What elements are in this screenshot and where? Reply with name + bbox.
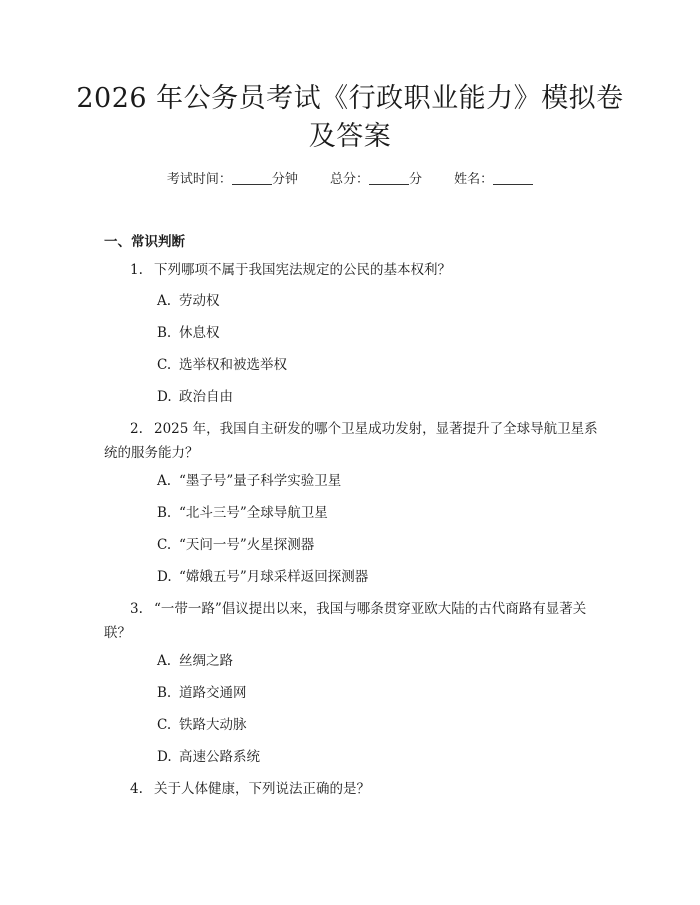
total-score-unit: 分: [409, 172, 423, 187]
total-score-label: 总分：: [329, 172, 369, 187]
option-2c: [157, 535, 314, 555]
option-text: “嫦娥五号”月球采样返回探测器: [179, 569, 369, 585]
option-letter: D.: [157, 569, 172, 585]
option-letter: C.: [157, 537, 172, 553]
exam-time-field: [167, 168, 298, 187]
option-2b: [157, 503, 328, 523]
option-3a: [157, 651, 233, 671]
page-title: [60, 80, 640, 156]
exam-time-blank: [232, 172, 272, 185]
option-1a: [157, 291, 220, 311]
question-4: [104, 777, 604, 801]
option-letter: B.: [157, 685, 172, 701]
option-letter: A.: [157, 473, 172, 489]
question-3: [104, 597, 604, 645]
title-line-1: 2026 年公务员考试《行政职业能力》模拟卷: [76, 83, 624, 114]
question-number: 4.: [130, 781, 143, 797]
name-blank: [493, 172, 533, 185]
option-1d: [157, 387, 233, 407]
question-text: 2025 年，我国自主研发的哪个卫星成功发射，显著提升了全球导航卫星系统的服务能力？: [104, 421, 598, 461]
total-score-blank: [369, 172, 409, 185]
option-letter: B.: [157, 325, 172, 341]
option-text: 铁路大动脉: [179, 717, 247, 733]
option-text: “北斗三号”全球导航卫星: [179, 505, 328, 521]
option-text: 休息权: [179, 325, 220, 341]
option-text: 高速公路系统: [179, 749, 260, 765]
option-text: 劳动权: [179, 293, 220, 309]
section-heading: 一、常识判断: [104, 234, 185, 250]
exam-time-label: 考试时间：: [166, 172, 232, 187]
question-text: 下列哪项不属于我国宪法规定的公民的基本权利？: [154, 262, 451, 278]
total-score-field: [330, 168, 422, 187]
option-3c: [157, 715, 247, 735]
option-3d: [157, 747, 260, 767]
option-letter: A.: [157, 653, 172, 669]
option-letter: C.: [157, 357, 172, 373]
question-number: 3.: [130, 601, 143, 617]
option-text: 政治自由: [179, 389, 233, 405]
question-text: 关于人体健康，下列说法正确的是？: [154, 781, 370, 797]
question-1: [104, 258, 604, 282]
option-1c: [157, 355, 287, 375]
title-line-2: 及答案: [308, 121, 392, 152]
question-text: “一带一路”倡议提出以来，我国与哪条贯穿亚欧大陆的古代商路有显著关联？: [104, 601, 587, 641]
option-text: 道路交通网: [179, 685, 247, 701]
question-number: 1.: [130, 262, 143, 278]
option-text: “墨子号”量子科学实验卫星: [179, 473, 342, 489]
option-text: 丝绸之路: [179, 653, 233, 669]
option-letter: C.: [157, 717, 172, 733]
name-label: 姓名：: [454, 172, 494, 187]
option-letter: A.: [157, 293, 172, 309]
exam-meta: [0, 168, 700, 187]
option-letter: B.: [157, 505, 172, 521]
option-text: “天问一号”火星探测器: [179, 537, 315, 553]
question-2: [104, 417, 604, 465]
option-2d: [157, 567, 368, 587]
exam-time-unit: 分钟: [271, 172, 298, 187]
question-number: 2.: [130, 421, 143, 437]
option-3b: [157, 683, 247, 703]
option-1b: [157, 323, 220, 343]
option-letter: D.: [157, 749, 172, 765]
option-text: 选举权和被选举权: [179, 357, 287, 373]
option-2a: [157, 471, 341, 491]
name-field: [454, 168, 533, 187]
option-letter: D.: [157, 389, 172, 405]
